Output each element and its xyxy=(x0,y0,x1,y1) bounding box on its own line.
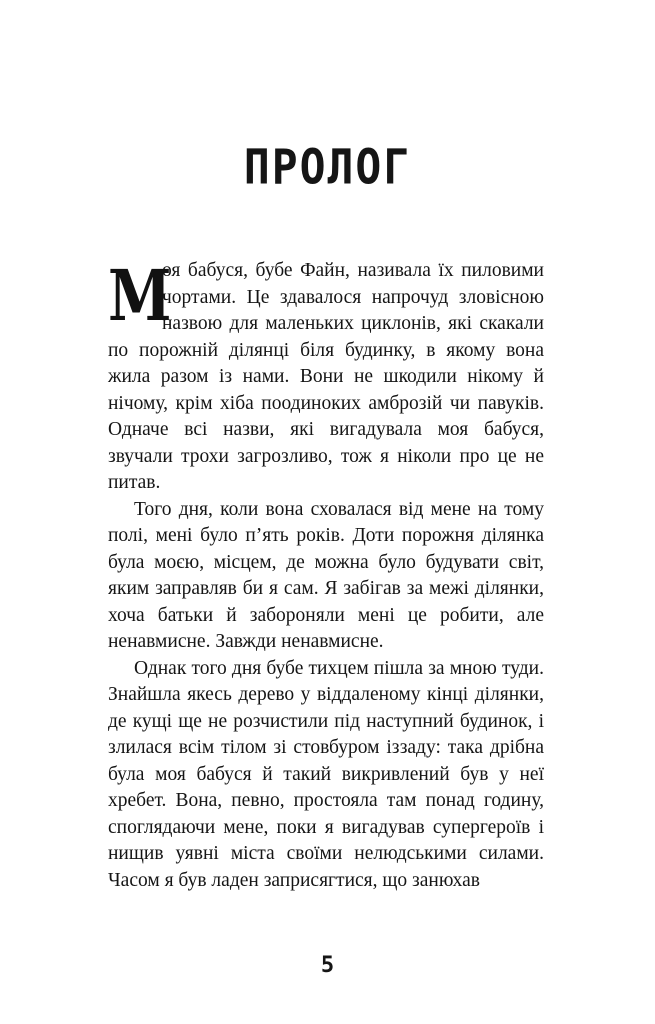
chapter-title: ПРОЛОГ xyxy=(243,140,412,196)
paragraph-3: Однак того дня бубе тихцем пішла за мною туди. Знайшла якесь дерево у віддаленому кінці ділянки, де кущі ще не розчистили під наступний будинок, і злилася всім тілом зі стовбуром іззаду: така дрібна була моя бабуся й такий викривлений був у неї хребет. Вона, певно, простояла там понад годину, споглядаючи мене, поки я вигадував супергероїв і нищив уявні міста своїми нелюдськими силами. Часом я був ладен заприсягтися, що занюхав xyxy=(108,657,544,891)
paragraph-1 xyxy=(108,254,544,497)
page-number: 5 xyxy=(320,953,335,978)
body-text xyxy=(108,254,544,894)
paragraph-2: Того дня, коли вона сховалася від мене на тому полі, мені було п’ять років. Доти порожня ділянка була моєю, місцем, де можна було будувати світ, яким заправляв би я сам. Я забігав за межі ділянки, хоча батьки й забороняли мені це робити, але ненавмисне. Завжди ненавмисне. xyxy=(108,498,544,652)
paragraph-1-text: оя бабуся, бубе Файн, називала їх пиловими чортами. Це здавалося напрочуд зловісною назвою для маленьких циклонів, які скакали по порожній ділянці біля будинку, в якому вона жила разом із нами. Вони не шкодили нікому й нічому, крім хіба поодиноких амброзій чи павуків. Одначе всі назви, які вигадувала моя бабуся, звучали трохи загрозливо, тож я ніколи про це не питав. xyxy=(108,260,544,493)
drop-cap-letter: М xyxy=(108,254,172,337)
